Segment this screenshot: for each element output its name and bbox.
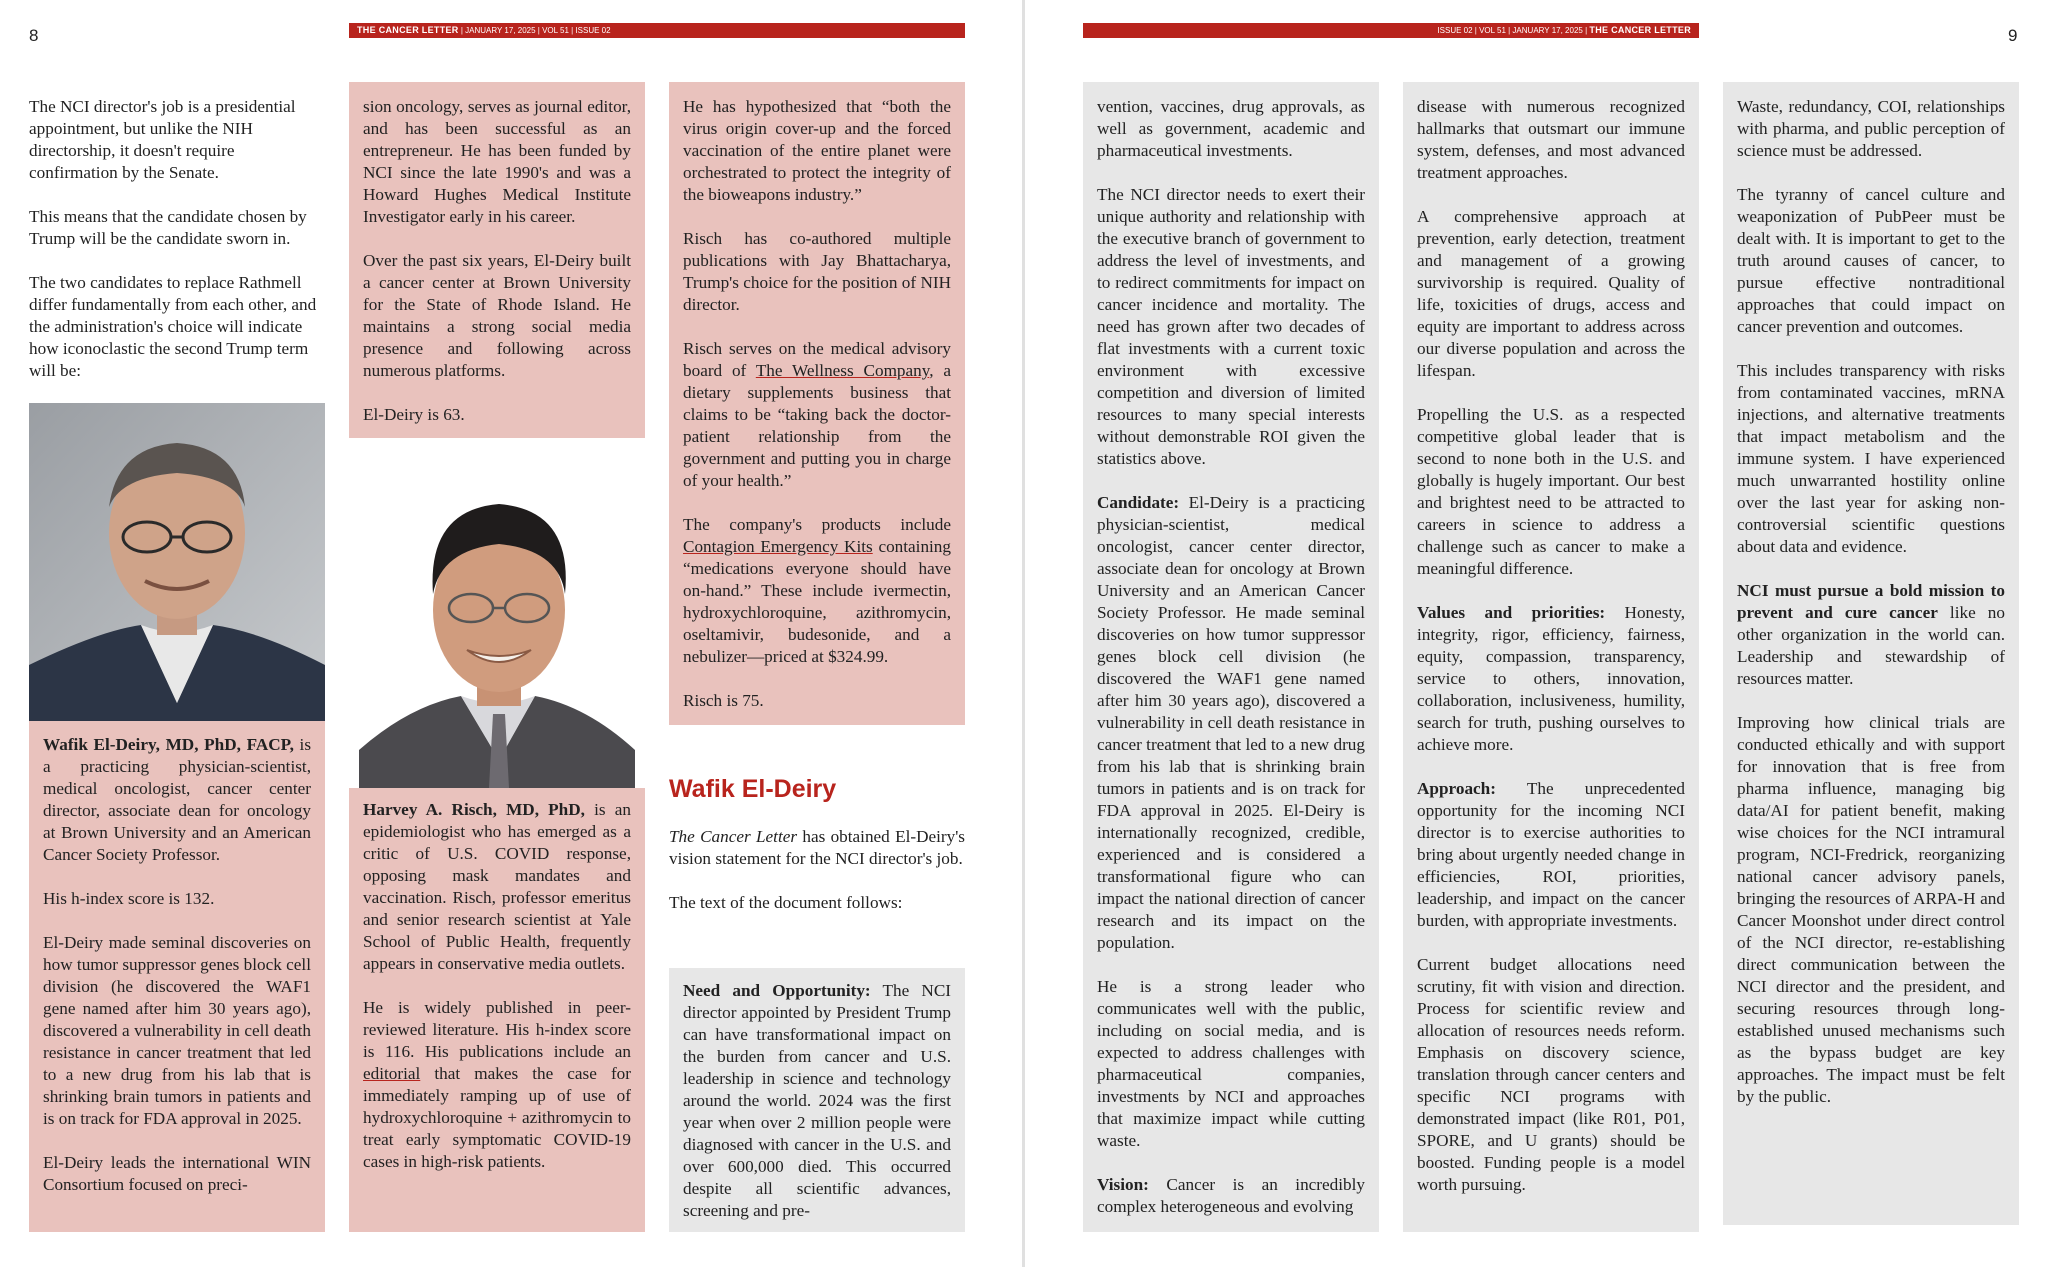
bio-text: Risch serves on the medical advisory board of [683, 339, 951, 380]
paragraph [683, 338, 951, 492]
risch-bio-box [349, 788, 645, 1232]
paragraph: Current budget allocations need scrutiny, fit with vision and direction. Process for scientific review and allocation of resources needs reform. Emphasis on discovery science, translation through cancer centers and specific NCI programs with demonstrated impact (like R01, P01, SPORE, and U grants) should be boosted. Funding people is a model worth pursuing. [1417, 955, 1685, 1194]
portrait-photo-icon [349, 470, 645, 788]
paragraph: This means that the candidate chosen by Trump will be the candidate sworn in. [29, 207, 307, 248]
paragraph [683, 514, 951, 668]
bio-text: that makes the case for immediately ramping up of use of hydroxychloroquine + azithromycin to treat early symptomatic COVID-19 cases in high-risk patients. [363, 1064, 631, 1171]
statement-text: Cancer is an incredibly complex heterogeneous and evolving [1097, 1175, 1365, 1216]
bio-text: containing “medications everyone should have on-hand.” These include ivermectin, hydroxychloroquine, azithromycin, oseltamivir, budesonide, and a nebulizer—priced at $324.99. [683, 537, 951, 666]
page-spine [1022, 0, 1025, 1267]
bio-name: Harvey A. Risch, MD, PhD, [363, 800, 585, 819]
paragraph [363, 997, 631, 1173]
paragraph: sion oncology, serves as journal editor, and has been successful as an entrepreneur. He has been funded by NCI since the late 1990's and was a Howard Hughes Medical Institute Investigator early in his career. [363, 97, 631, 226]
bio-text: , a dietary supplements business that claims to be “taking back the doctor-patient relationship from the government and putting you in charge of your health.” [683, 361, 951, 490]
statement-text: The unprecedented opportunity for the incoming NCI director is to exercise authorities to bring about urgently needed change in efficiencies, ROI, priorities, leadership, and impact on the cancer burden, with appropriate investments. [1417, 779, 1685, 930]
paragraph [1097, 1174, 1365, 1218]
eldeiry-photo [29, 403, 325, 721]
bio-name: Wafik El-Deiry, MD, PhD, FACP, [43, 735, 294, 754]
statement-text: like no other organization in the world can. Leadership and stewardship of resources matter. [1737, 603, 2005, 688]
intro-text: has obtained El-Deiry's vision statement for the NCI director's job. [669, 827, 966, 868]
bio-text: is a practicing physician-scientist, medical oncologist, cancer center director, associate dean for oncology at Brown University and an American Cancer Society Professor. [43, 735, 312, 864]
header-brand: THE CANCER LETTER [1589, 25, 1691, 35]
eldeiry-bio-box [29, 721, 325, 1232]
wellness-company-link[interactable]: The Wellness Company [755, 361, 930, 380]
header-bar-left [349, 23, 965, 38]
header-brand: THE CANCER LETTER [357, 25, 459, 35]
bio-text: The company's products include [683, 515, 951, 534]
paragraph [683, 980, 951, 1222]
paragraph: Over the past six years, El-Deiry built a cancer center at Brown University for the State of Rhode Island. He maintains a strong social media presence and following across numerous platforms. [363, 251, 631, 380]
paragraph: Waste, redundancy, COI, relationships with pharma, and public perception of science must be addressed. [1737, 97, 2005, 160]
bio-text: He is widely published in peer-reviewed literature. His h-index score is 116. His publications include an [363, 998, 631, 1061]
paragraph: El-Deiry made seminal discoveries on how tumor suppressor genes block cell division (he discovered the WAF1 gene named after him 30 years ago), discovered a vulnerability in cell death resistance in cancer treatment that led to a new drug from his lab that is shrinking brain tumors in patients and is on track for FDA approval in 2025. [43, 933, 311, 1128]
eldeiry-bio-continued [349, 82, 645, 438]
risch-photo [349, 470, 645, 788]
vision-statement-col5 [1403, 82, 1699, 1232]
section-heading: Wafik El-Deiry [669, 775, 837, 803]
editorial-link[interactable]: editorial [363, 1064, 421, 1083]
header-meta: | JANUARY 17, 2025 | VOL 51 | ISSUE 02 [460, 26, 611, 35]
paragraph: The text of the document follows: [669, 893, 903, 912]
paragraph: His h-index score is 132. [43, 889, 215, 908]
label: NCI must pursue a bold mission to prevent and cure cancer [1737, 581, 2005, 622]
paragraph: Improving how clinical trials are conducted ethically and with support for innovation that is free from pharma influence, managing big data/AI for patient benefit, making wise choices for the NCI intramural program, NCI-Fredrick, reorganizing national cancer advisory panels, bringing the resources of ARPA-H and Cancer Moonshot under direct control of the NCI director, re-establishing direct communication between the NCI director and the president, and securing resources through long-established unused mechanisms such as the bypass budget are key approaches. The impact must be felt by the public. [1737, 713, 2005, 1106]
label: Approach: [1417, 779, 1496, 798]
paragraph [43, 734, 311, 866]
paragraph: The NCI director's job is a presidential appointment, but unlike the NIH directorship, it doesn't require confirmation by the Senate. [29, 97, 296, 182]
label: Values and priorities: [1417, 603, 1606, 622]
vision-statement-start [669, 968, 965, 1232]
header-bar-right [1083, 23, 1699, 38]
statement-text: The NCI director appointed by President Trump can have transformational impact on the burden from cancer and U.S. leadership in science and technology around the world. 2024 was the first year when over 2 million people were diagnosed with cancer in the U.S. and over 600,000 died. This occurred despite all scientific advances, screening and pre- [683, 981, 952, 1220]
paragraph: El-Deiry is 63. [363, 405, 465, 424]
paragraph: El-Deiry leads the international WIN Consortium focused on preci- [43, 1153, 311, 1194]
paragraph: vention, vaccines, drug approvals, as well as government, academic and pharmaceutical investments. [1097, 97, 1365, 160]
page-number-left: 8 [29, 26, 39, 45]
bio-text: is an epidemiologist who has emerged as a critic of U.S. COVID response, opposing mask mandates and vaccination. Risch, professor emeritus and senior research scientist at Yale School of Public Health, frequently appears in conservative media outlets. [363, 800, 631, 973]
statement-text: El-Deiry is a practicing physician-scientist, medical oncologist, cancer center director, associate dean for oncology at Brown University and an American Cancer Society Professor. He made seminal discoveries on how tumor suppressor genes block cell division (he discovered the WAF1 gene named after him 30 years ago), discovered a vulnerability in cell death resistance in cancer treatment that led to a new drug from his lab that is shrinking brain tumors in patients and is on track for FDA approval in 2025. El-Deiry is internationally recognized, credible, experienced and is considered a transformational figure who can impact the national direction of cancer research and its impact on the population. [1097, 493, 1365, 952]
label: Candidate: [1097, 493, 1180, 512]
label: Vision: [1097, 1175, 1149, 1194]
vision-statement-col4 [1083, 82, 1379, 1232]
paragraph: The NCI director needs to exert their unique authority and relationship with the executive branch of government to address the level of investments, and to redirect commitments for impact on cancer incidence and mortality. The need has grown after two decades of flat investments with a current toxic environment with excessive competition and diversion of limited resources to many special interests without demonstrable ROI given the statistics above. [1097, 185, 1365, 468]
paragraph: The tyranny of cancel culture and weaponization of PubPeer must be dealt with. It is important to get to the truth around causes of cancer, to pursue effective nontraditional approaches that could impact on cancer prevention and outcomes. [1737, 185, 2005, 336]
paragraph [1417, 602, 1685, 756]
paragraph: disease with numerous recognized hallmarks that outsmart our immune system, defenses, and most advanced treatment approaches. [1417, 97, 1685, 182]
header-meta: ISSUE 02 | VOL 51 | JANUARY 17, 2025 | [1437, 26, 1588, 35]
risch-bio-continued [669, 82, 965, 725]
statement-text: Honesty, integrity, rigor, efficiency, fairness, equity, compassion, transparency, service to others, innovation, collaboration, inclusiveness, humility, search for truth, pushing ourselves to achieve more. [1417, 603, 1686, 754]
publication-name: The Cancer Letter [669, 827, 798, 846]
contagion-kits-link[interactable]: Contagion Emergency Kits [683, 537, 873, 556]
paragraph: He is a strong leader who communicates well with the public, including on social media, and is expected to address challenges with pharmaceutical companies, investments by NCI and approaches that maximize impact while cutting waste. [1097, 977, 1365, 1150]
paragraph [669, 826, 965, 870]
label: Need and Opportunity: [683, 981, 871, 1000]
paragraph [363, 799, 631, 975]
paragraph [1097, 492, 1365, 954]
paragraph: The two candidates to replace Rathmell differ fundamentally from each other, and the administration's choice will indicate how iconoclastic the second Trump term will be: [29, 273, 317, 380]
vision-statement-col6 [1723, 82, 2019, 1225]
intro-text [29, 96, 325, 382]
paragraph: A comprehensive approach at prevention, early detection, treatment and management of a growing survivorship is required. Quality of life, toxicities of drugs, access and equity are important to address across our diverse population and across the lifespan. [1417, 207, 1685, 380]
paragraph: Propelling the U.S. as a respected competitive global leader that is second to none both in the U.S. and globally is hugely important. Our best and brightest need to be attracted to careers in science to address a challenge such as cancer to make a meaningful difference. [1417, 405, 1685, 578]
paragraph [1417, 778, 1685, 932]
paragraph: He has hypothesized that “both the virus origin cover-up and the forced vaccination of the entire planet were orchestrated to protect the integrity of the bioweapons industry.” [683, 97, 951, 204]
section-intro [669, 826, 965, 914]
paragraph: This includes transparency with risks from contaminated vaccines, mRNA injections, and alternative treatments that impact metabolism and the immune system. I have experienced much unwarranted hostility online over the last year for asking non-controversial scientific questions about data and evidence. [1737, 361, 2005, 556]
portrait-photo-icon [29, 403, 325, 721]
paragraph: Risch is 75. [683, 691, 764, 710]
paragraph: Risch has co-authored multiple publications with Jay Bhattacharya, Trump's choice for the position of NIH director. [683, 229, 951, 314]
paragraph [1737, 580, 2005, 690]
page-number-right: 9 [2008, 26, 2018, 45]
